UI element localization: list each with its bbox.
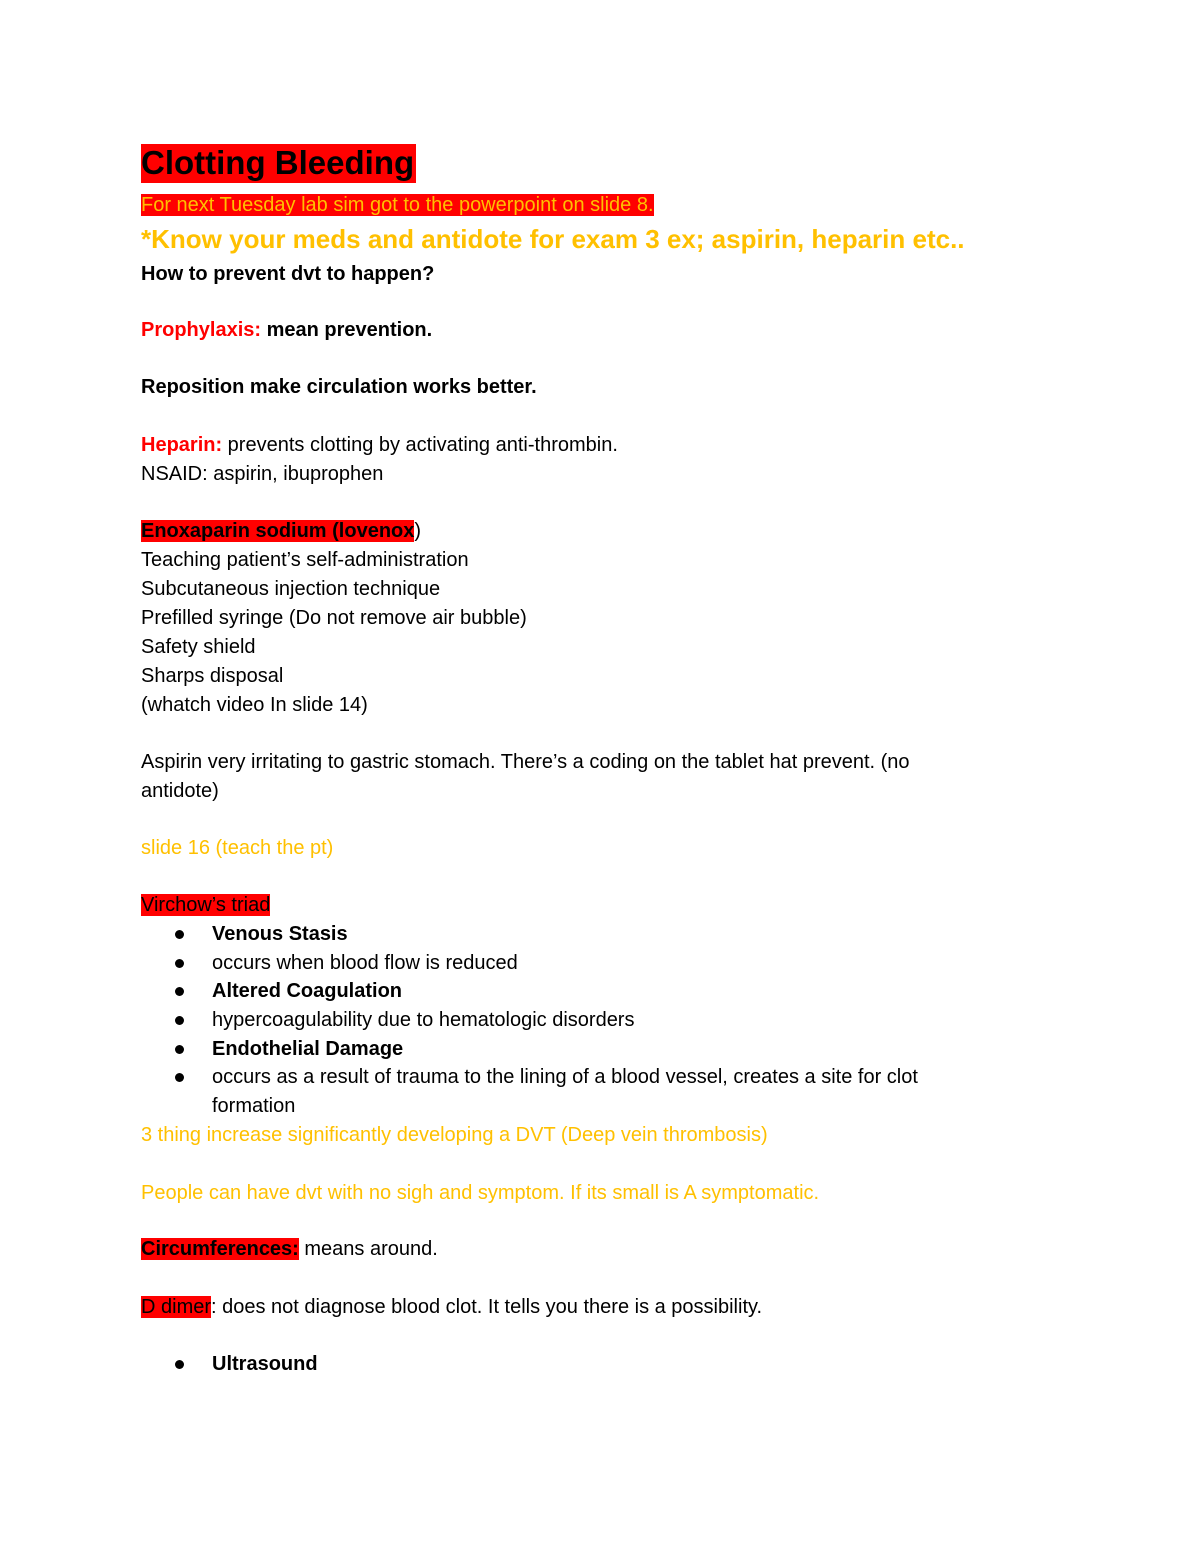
prophylaxis-term: Prophylaxis:: [141, 319, 262, 341]
enox-item: Teaching patient’s self-administration: [141, 549, 469, 571]
heparin-term: Heparin:: [141, 434, 223, 456]
circumference-line: [141, 1236, 438, 1262]
bullet-icon: [175, 1360, 184, 1369]
bullet-text: hypercoagulability due to hematologic disorders: [212, 1009, 635, 1031]
nsaid-line: NSAID: aspirin, ibuprophen: [141, 463, 384, 485]
bullet-text: Endothelial Damage: [212, 1038, 404, 1060]
circumference-term: Circumferences:: [141, 1238, 299, 1260]
page-title: Clotting Bleeding: [141, 144, 415, 181]
list-item: [212, 1351, 318, 1377]
slide16-note: slide 16 (teach the pt): [141, 837, 334, 859]
ddimer-term: D dimer: [141, 1296, 212, 1318]
ddimer-def: : does not diagnose blood clot. It tells you there is a possibility.: [211, 1296, 763, 1318]
heparin-def: prevents clotting by activating anti-thrombin.: [222, 434, 618, 456]
dvt-note: 3 thing increase significantly developing a DVT (Deep vein thrombosis): [141, 1124, 768, 1146]
list-item: [212, 921, 348, 947]
virchow-heading: Virchow’s triad: [141, 894, 271, 916]
enox-item: Prefilled syringe (Do not remove air bubble): [141, 607, 527, 629]
bullet-icon: [175, 930, 184, 939]
enox-item: Safety shield: [141, 636, 256, 658]
reposition-line: Reposition make circulation works better.: [141, 376, 537, 398]
bullet-icon: [175, 959, 184, 968]
list-item: [212, 978, 402, 1004]
note-line: [141, 192, 654, 218]
list-item-continuation: formation: [212, 1095, 296, 1117]
enox-item: Sharps disposal: [141, 665, 284, 687]
bullet-text: Ultrasound: [212, 1353, 318, 1375]
exam-note: *Know your meds and antidote for exam 3 ex; aspirin, heparin etc..: [141, 224, 965, 254]
note-text: For next Tuesday lab sim got to the powerpoint on slide 8.: [141, 194, 654, 216]
list-item: [212, 1064, 918, 1090]
prophylaxis-def: mean prevention.: [261, 319, 433, 341]
prophylaxis-line: [141, 317, 432, 343]
aspirin-line-1: Aspirin very irritating to gastric stomach. There’s a coding on the tablet hat prevent. (no: [141, 751, 910, 773]
list-item: [212, 950, 518, 976]
bullet-text: Venous Stasis: [212, 923, 348, 945]
bullet-icon: [175, 1073, 184, 1082]
list-item: [212, 1036, 403, 1062]
enox-item: (whatch video In slide 14): [141, 694, 368, 716]
bullet-text: occurs as a result of trauma to the lining of a blood vessel, creates a site for clot: [212, 1066, 918, 1088]
bullet-icon: [175, 1016, 184, 1025]
aspirin-line-2: antidote): [141, 780, 219, 802]
page-title-line: [141, 143, 416, 183]
list-item: [212, 1007, 634, 1033]
enox-heading: Enoxaparin sodium (lovenox: [141, 520, 415, 542]
enox-close: ): [414, 520, 422, 542]
enox-heading-line: [141, 518, 421, 544]
enox-item: Subcutaneous injection technique: [141, 578, 441, 600]
people-note: People can have dvt with no sigh and symptom. If its small is A symptomatic.: [141, 1182, 820, 1204]
virchow-heading-line: [141, 892, 270, 918]
heparin-line: [141, 432, 618, 458]
circumference-def: means around.: [298, 1238, 438, 1260]
bullet-icon: [175, 987, 184, 996]
ddimer-line: [141, 1294, 762, 1320]
bullet-text: occurs when blood flow is reduced: [212, 952, 518, 974]
bullet-icon: [175, 1045, 184, 1054]
bullet-text: Altered Coagulation: [212, 980, 403, 1002]
question: How to prevent dvt to happen?: [141, 263, 435, 285]
